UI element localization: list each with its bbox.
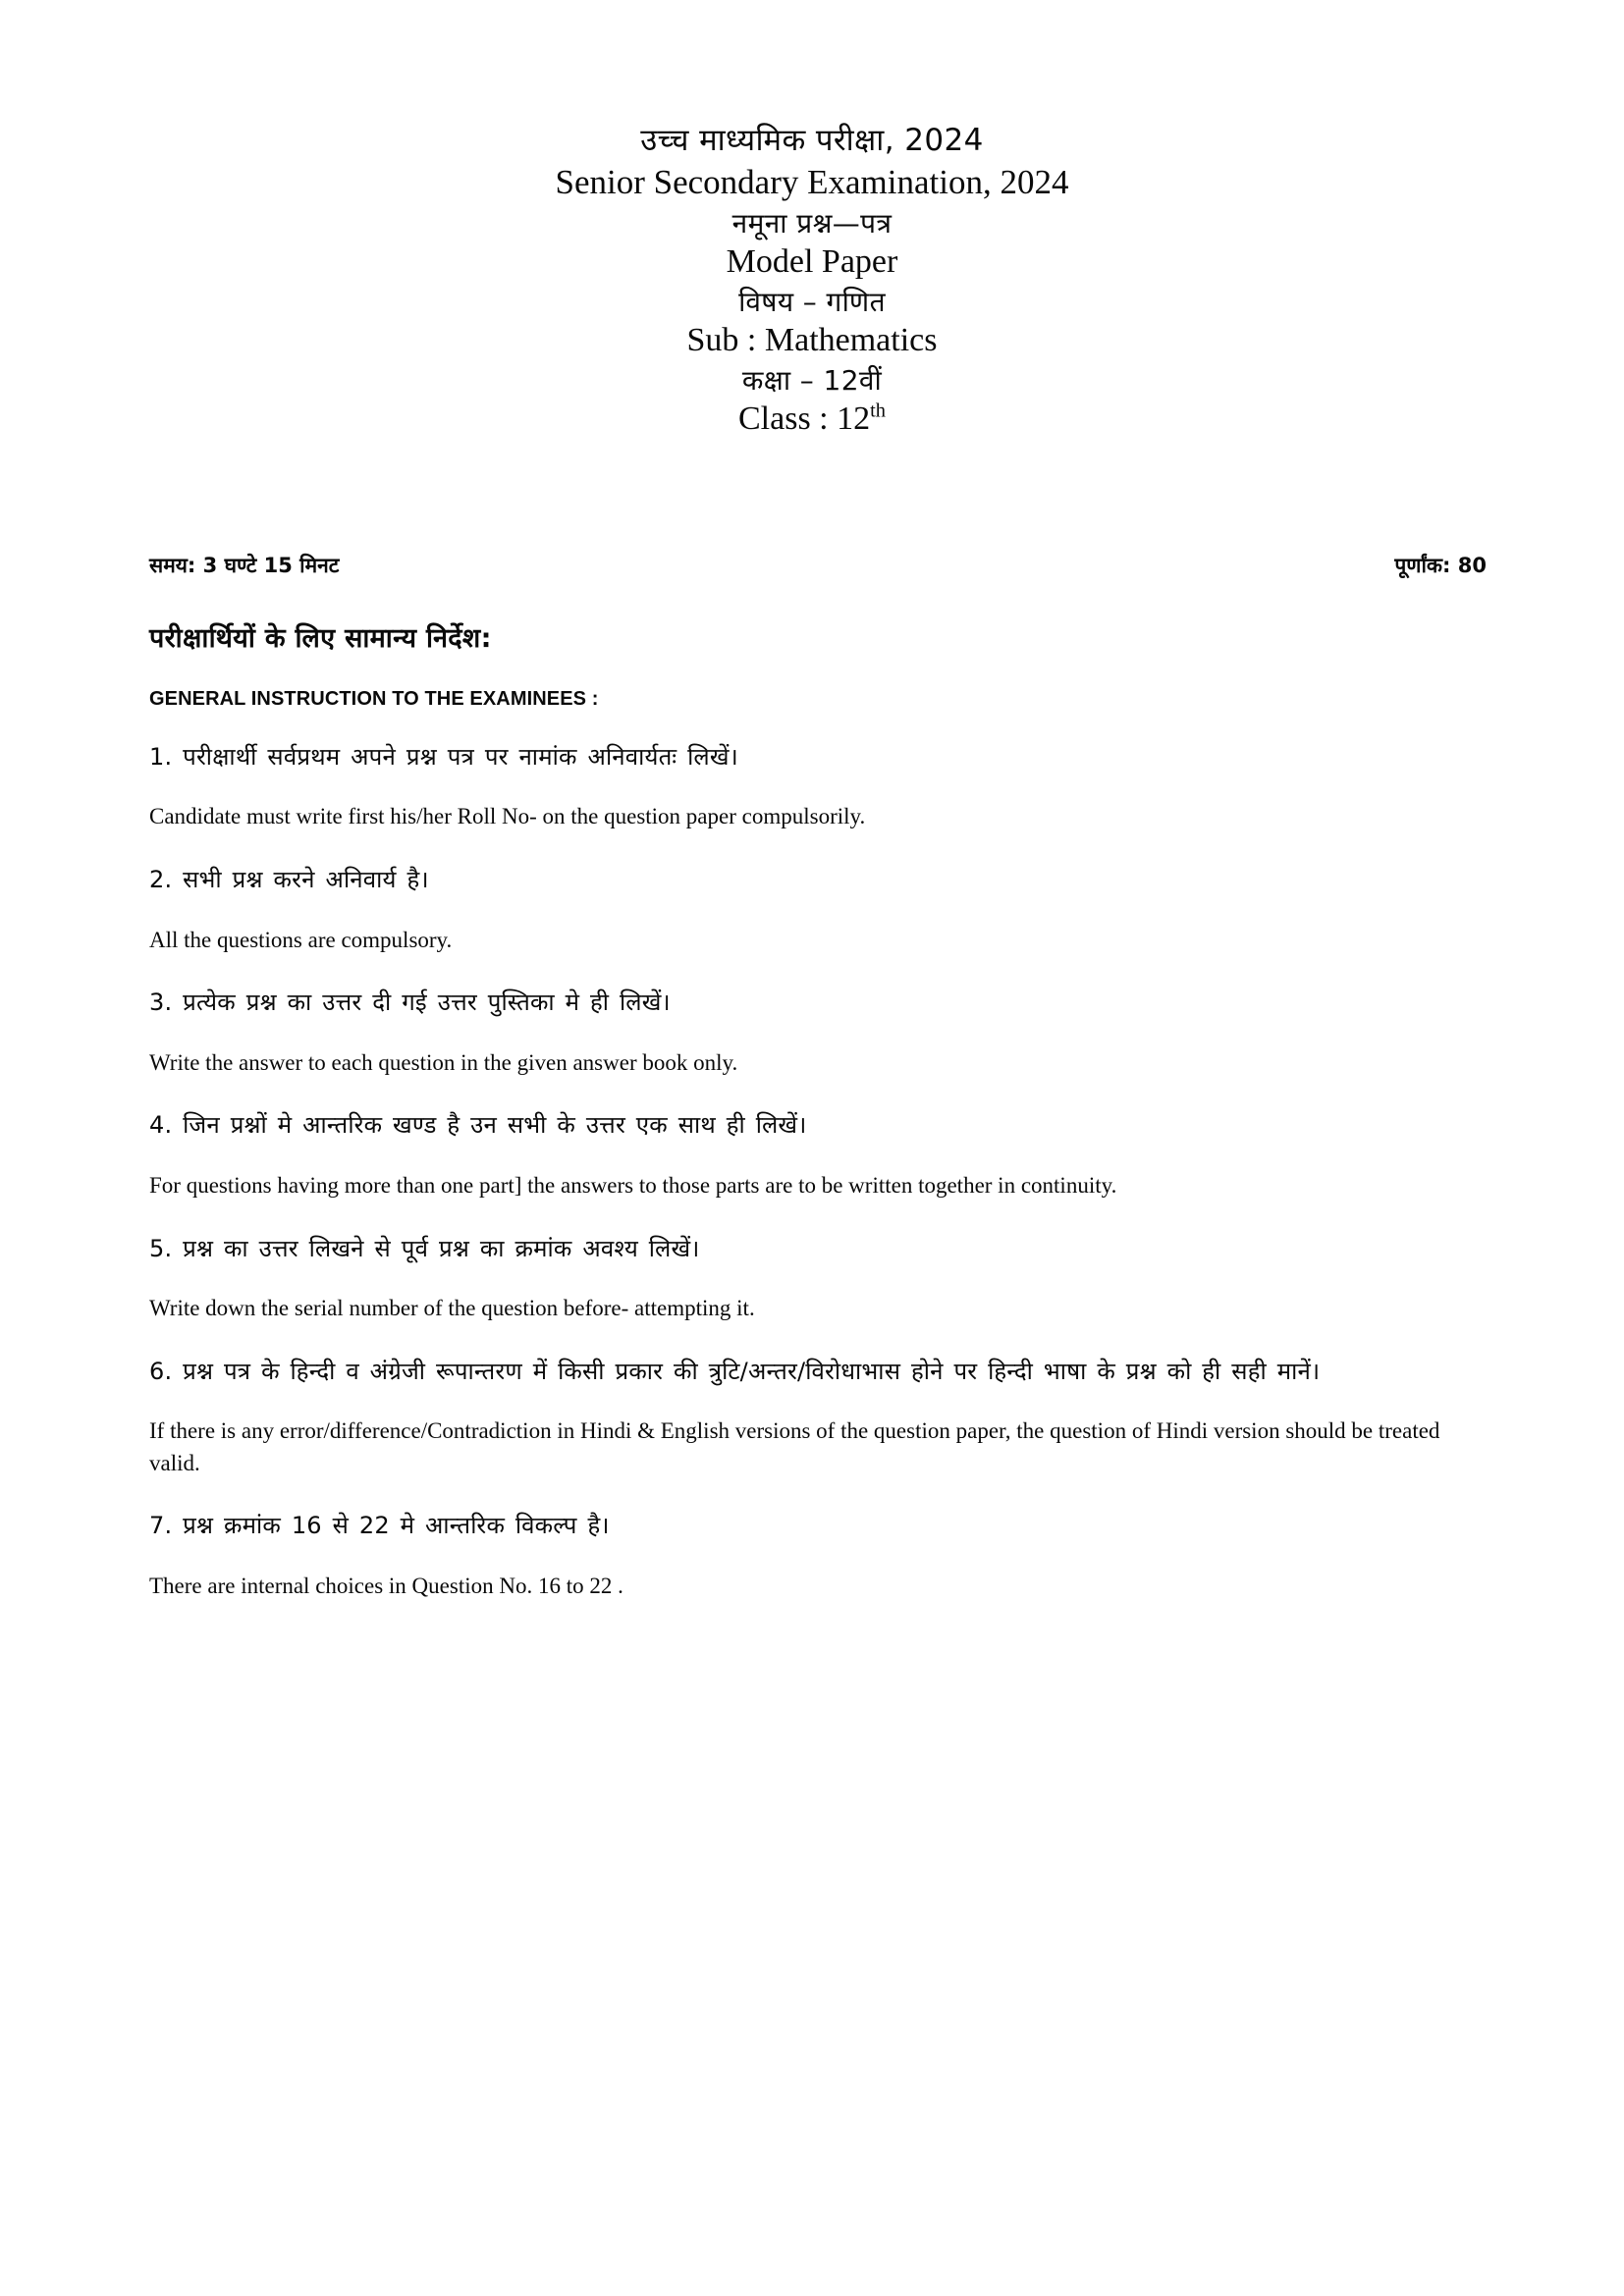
instruction-text-hindi: 6. प्रश्न पत्र के हिन्दी व अंग्रेजी रूपान्तरण में किसी प्रकार की त्रुटि/अन्तर/विरोधाभास होने पर हिन्दी भाषा के प्रश्न को ही सही मानें। [149, 1357, 1321, 1385]
class-ordinal-suffix: th [870, 400, 886, 422]
instructions-list [149, 739, 1475, 1603]
class-english-text: Class : 12 [738, 400, 871, 437]
exam-title-english: Senior Secondary Examination, 2024 [555, 163, 1069, 201]
maximum-marks-label: पूर्णांक: 80 [1394, 554, 1487, 577]
instruction-item [149, 739, 1475, 833]
instructions-section [0, 618, 1624, 1603]
instruction-text-hindi: 5. प्रश्न का उत्तर लिखने से पूर्व प्रश्न का क्रमांक अवश्य लिखें। [149, 1234, 700, 1262]
instruction-text-hindi: 3. प्रत्येक प्रश्न का उत्तर दी गई उत्तर पुस्तिका मे ही लिखें। [149, 988, 671, 1017]
instruction-text-hindi: 7. प्रश्न क्रमांक 16 से 22 मे आन्तरिक विकल्प है। [149, 1512, 610, 1540]
instruction-item [149, 862, 1475, 956]
instruction-item [149, 1354, 1475, 1480]
instruction-text-english: Candidate must write first his/her Roll No- on the question paper compulsorily. [149, 804, 866, 829]
exam-title-hindi: उच्च माध्यमिक परीक्षा, 2024 [640, 123, 984, 158]
instruction-text-hindi: 1. परीक्षार्थी सर्वप्रथम अपने प्रश्न पत्र पर नामांक अनिवार्यतः लिखें। [149, 743, 738, 771]
class-english [0, 402, 1624, 436]
instruction-text-english: If there is any error/difference/Contradiction in Hindi & English versions of the question paper, the question of Hindi version should be treated valid. [149, 1418, 1440, 1475]
instruction-text-hindi: 2. सभी प्रश्न करने अनिवार्य है। [149, 866, 429, 894]
paper-header [0, 123, 1624, 437]
general-instructions-heading-hindi: परीक्षार्थियों के लिए सामान्य निर्देश: [149, 623, 492, 654]
instruction-item [149, 1508, 1475, 1602]
instruction-text-english: All the questions are compulsory. [149, 927, 453, 952]
subject-hindi: विषय – गणित [738, 286, 886, 318]
general-instructions-heading-english: GENERAL INSTRUCTION TO THE EXAMINEES : [149, 688, 599, 710]
subject-english: Sub : Mathematics [686, 322, 938, 358]
instruction-text-english: For questions having more than one part] the answers to those parts are to be written together in continuity. [149, 1172, 1117, 1198]
instruction-item [149, 1107, 1475, 1201]
paper-type-english: Model Paper [726, 243, 898, 280]
instruction-text-english: Write the answer to each question in the given answer book only. [149, 1049, 738, 1075]
instruction-text-english: There are internal choices in Question No. 16 to 22 . [149, 1573, 623, 1598]
instruction-text-english: Write down the serial number of the question before- attempting it. [149, 1295, 755, 1320]
instruction-item [149, 1231, 1475, 1325]
time-and-marks-row [0, 552, 1624, 579]
instruction-item [149, 985, 1475, 1079]
class-hindi: कक्षा – 12वीं [741, 364, 883, 397]
time-allowed-label: समय: 3 घण्टे 15 मिनट [149, 554, 340, 577]
paper-type-hindi: नमूना प्रश्न—पत्र [731, 207, 893, 240]
instruction-text-hindi: 4. जिन प्रश्नों मे आन्तरिक खण्ड है उन सभी के उत्तर एक साथ ही लिखें। [149, 1111, 807, 1140]
